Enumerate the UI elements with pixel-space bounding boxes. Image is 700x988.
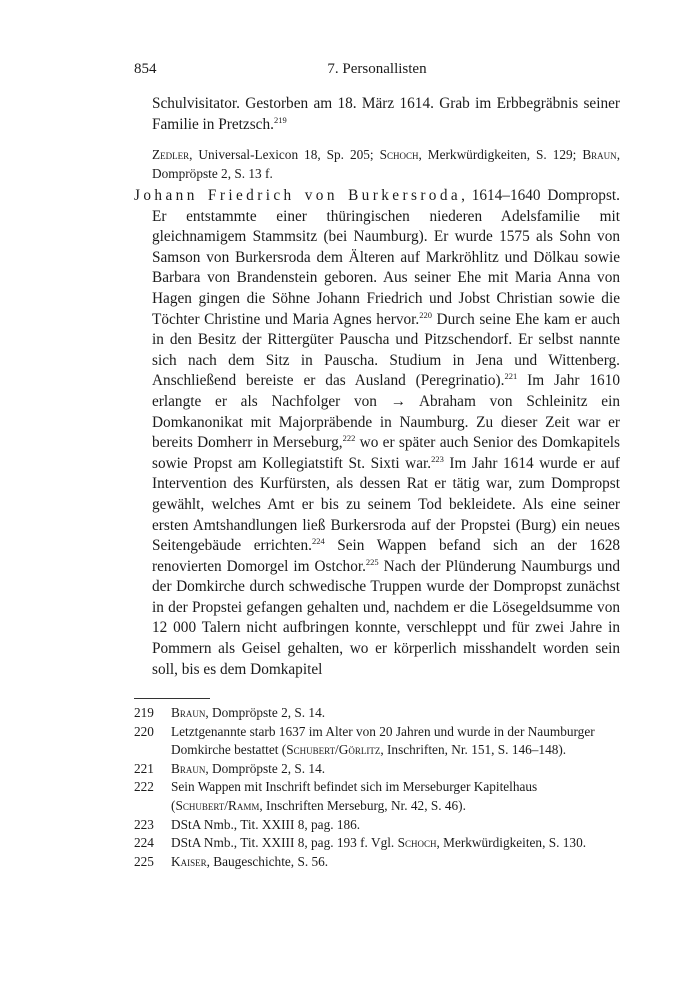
footnote-detail: , Merkwürdigkeiten, S. 130. bbox=[436, 835, 587, 851]
entry-text: Sein Wappen befand sich an der 1628 renovierten Domorgel im Ostchor. bbox=[152, 537, 621, 575]
footnote-detail: Letztgenannte starb 1637 im Alter von 20 Jahren und wurde in der Naumburger Domkirche bestattet ( bbox=[171, 723, 595, 758]
author-schubert-goerlitz: Schubert/Görlitz bbox=[286, 742, 381, 758]
footnote-text bbox=[171, 834, 620, 853]
author-schoch: Schoch bbox=[397, 835, 437, 851]
footnote-number: 220 bbox=[134, 723, 154, 739]
footnote-224 bbox=[134, 834, 620, 853]
footnote-detail: , Inschriften Merseburg, Nr. 42, S. 46). bbox=[259, 797, 466, 813]
footnote-number: 224 bbox=[134, 835, 154, 851]
entry-text: Im Jahr 1610 erlangte er als Nachfolger von → Abraham von Schleinitz ein Domkanonikat mit Majorpräbende in Naumburg. Zu dieser Zeit war er bereits Domherr in Merseburg, bbox=[152, 372, 621, 452]
intro-text: Schulvisitator. Gestorben am 18. März 1614. Grab im Erbbegräbnis seiner Familie in Pretzsch. bbox=[152, 95, 620, 133]
footnote-text bbox=[171, 723, 620, 760]
footnote-divider bbox=[134, 698, 210, 699]
footnote-detail: Sein Wappen mit Inschrift befindet sich im Merseburger Kapitelhaus ( bbox=[171, 779, 538, 813]
footnote-222 bbox=[134, 778, 620, 815]
footnote-223 bbox=[134, 816, 620, 835]
entry-text: , 1614–1640 Dompropst. Er entstammte einer thüringischen niederen Adelsfamilie mit gleichnamigem Stammsitz (bei Naumburg). Er wurde 1575 als Sohn von Samson von Burkersroda dem Älteren auf Markröhlitz und Dölkau sowie Barbara von Brandenstein geboren. Aus seiner Ehe mit Maria Anna von Hagen gingen die Söhne Johann Friedrich und Jobst Christian sowie die Töchter Christine und Maria Agnes hervor. bbox=[152, 187, 620, 328]
author-braun: Braun bbox=[582, 147, 617, 162]
chapter-title: 7. Personallisten bbox=[327, 61, 427, 77]
footnote-text bbox=[171, 704, 620, 723]
entry-text: Im Jahr 1614 wurde er auf Intervention des Kurfürsten, als dessen Rat er tätig war, zum Dompropst gewählt, welches Amt er bis zu seinem Tod bekleidete. Als eine seiner ersten Amtshandlungen ließ Burkersroda auf der Propstei (Burg) ein neues Seitengebäude errichten. bbox=[152, 454, 620, 555]
footnote-ref-219: 219 bbox=[273, 114, 287, 125]
page-number: 854 bbox=[134, 61, 157, 77]
footnote-text: DStA Nmb., Tit. XXIII 8, pag. 186. bbox=[171, 816, 361, 832]
entry-text: wo er später auch Senior des Domkapitels sowie Propst am Kollegiatstift St. Sixti war. bbox=[152, 434, 620, 472]
author-zedler: Zedler bbox=[152, 147, 190, 162]
author-braun: Braun bbox=[171, 705, 206, 720]
author-kaiser: Kaiser bbox=[171, 853, 207, 869]
biography-entry bbox=[134, 186, 620, 680]
source-citation bbox=[152, 146, 620, 183]
footnote-number: 221 bbox=[134, 760, 154, 776]
footnote-text bbox=[171, 853, 620, 872]
footnote-number: 223 bbox=[134, 816, 154, 832]
person-name: Johann Friedrich von Burkersroda bbox=[134, 187, 462, 204]
footnote-number: 219 bbox=[134, 705, 154, 720]
footnote-ref-223: 223 bbox=[431, 453, 444, 464]
footnote-ref-225: 225 bbox=[365, 556, 379, 567]
citation-text: , Dompröpste 2, S. 13 f. bbox=[152, 147, 621, 181]
footnote-number: 225 bbox=[134, 853, 154, 869]
footnote-ref-220: 220 bbox=[419, 309, 432, 320]
footnote-number: 222 bbox=[134, 779, 154, 795]
footnote-detail: , Inschriften, Nr. 151, S. 146–148). bbox=[380, 742, 567, 758]
footnote-detail: , Baugeschichte, S. 56. bbox=[206, 853, 329, 869]
entry-text: Nach der Plünderung Naumburgs und der Domkirche durch schwedische Truppen wurde der Dompropst zunächst in der Propstei gefangen gehalten und, nachdem er die Lösegeldsumme von 12 000 Talern nicht aufbringen konnte, verschleppt und für zwei Jahre in Pommern als Geisel gehalten, wo er körperlich misshandelt worden sein soll, bis es dem Domkapitel bbox=[152, 557, 620, 678]
footnote-text bbox=[171, 760, 620, 779]
author-schubert-ramm: Schubert/Ramm bbox=[175, 797, 260, 813]
footnote-225 bbox=[134, 853, 620, 872]
footnote-220 bbox=[134, 723, 620, 760]
author-braun: Braun bbox=[171, 760, 206, 776]
footnote-219 bbox=[134, 704, 620, 723]
footnote-detail: , Dompröpste 2, S. 14. bbox=[205, 705, 326, 720]
author-schoch: Schoch bbox=[379, 147, 419, 162]
footnote-detail: , Dompröpste 2, S. 14. bbox=[205, 760, 326, 776]
footnote-221 bbox=[134, 760, 620, 779]
citation-text: , Merkwürdigkeiten, S. 129; bbox=[418, 147, 583, 162]
footnote-ref-224: 224 bbox=[311, 536, 325, 547]
intro-paragraph bbox=[152, 94, 620, 135]
footnote-text bbox=[171, 778, 620, 815]
footnote-ref-222: 222 bbox=[342, 433, 356, 444]
entry-text: Durch seine Ehe kam er auch in den Besitz der Rittergüter Pauscha und Pitzschendorf. Er selbst nannte sich nach dem Sitz in Pauscha. Studium in Jena und Wittenberg. Anschließend bereiste er das Ausland (Peregrinatio). bbox=[152, 310, 621, 390]
citation-text: , Universal-Lexicon 18, Sp. 205; bbox=[189, 147, 380, 162]
footnote-ref-221: 221 bbox=[504, 371, 518, 382]
page-header bbox=[134, 61, 620, 83]
footnotes bbox=[134, 704, 620, 871]
footnote-detail: DStA Nmb., Tit. XXIII 8, pag. 193 f. Vgl. bbox=[171, 835, 398, 851]
